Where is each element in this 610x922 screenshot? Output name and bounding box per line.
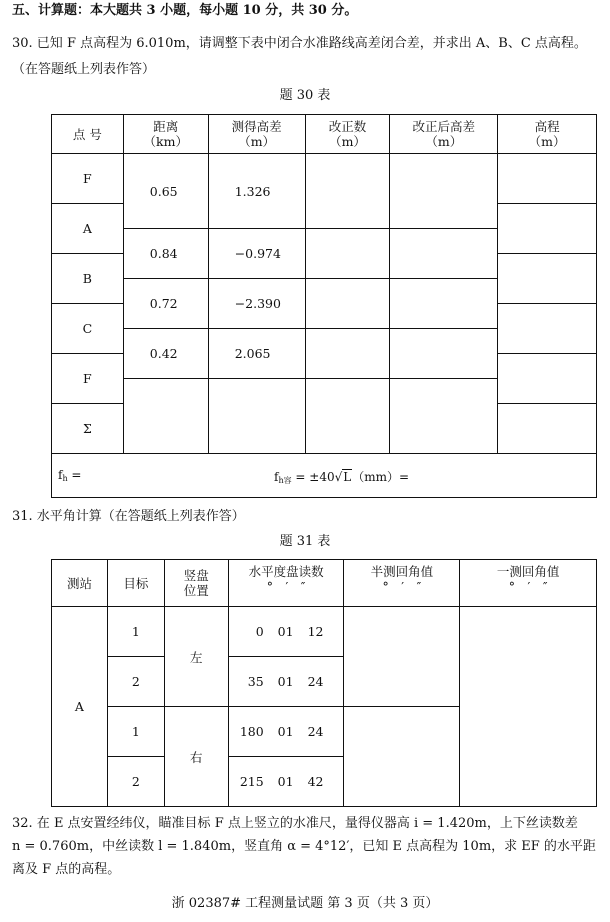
q30-point-C: C <box>52 304 124 354</box>
q30-elevation-cell <box>498 154 597 204</box>
q30-header-distance: 距离 （km） <box>123 115 208 154</box>
q31-header-full-angle: 一测回角值 ° ′ ″ <box>460 560 597 607</box>
q30-fh-formula: $f_h$ = <box>58 468 82 483</box>
q30-distance-cell: 0.42 <box>123 329 208 379</box>
q30-header-row <box>52 115 597 154</box>
q31-text-line1: 31. 水平角计算（在答题纸上列表作答） <box>12 509 245 524</box>
q31-reading: 35 01 24 <box>228 657 344 707</box>
q30-point-F-start: F <box>52 154 124 204</box>
q30-point-sum: Σ <box>52 404 124 454</box>
q30-elevation-cell <box>498 254 597 304</box>
q30-table <box>51 114 597 498</box>
q30-corrected-cell <box>390 279 498 329</box>
q31-half-angle-cell <box>344 707 460 807</box>
q32-text-line2: n = 0.760m，中丝读数 l = 1.840m，竖直角 α = 4°12′，已知 E 点高程为 10m，求 EF 的水平距 <box>12 839 596 854</box>
q30-text-line2: （在答题纸上列表作答） <box>12 62 156 77</box>
q31-header-half-angle: 半测回角值 ° ′ ″ <box>344 560 460 607</box>
q31-table <box>51 559 597 807</box>
q30-table-title: 题 30 表 <box>279 88 331 103</box>
q30-elevation-cell <box>498 304 597 354</box>
q30-header-point: 点 号 <box>52 115 124 154</box>
q30-sum-correction-cell <box>305 379 390 454</box>
q30-correction-cell <box>305 279 390 329</box>
q30-correction-cell <box>305 154 390 229</box>
q31-target: 1 <box>107 607 164 657</box>
q31-target: 2 <box>107 657 164 707</box>
q30-correction-cell <box>305 329 390 379</box>
q31-reading: 0 01 12 <box>228 607 344 657</box>
q30-fh-allowable-formula: $f_{h容} = \pm 40√L(mm)=$ <box>274 470 410 485</box>
section-title: 五、计算题：本大题共 3 小题，每小题 10 分，共 30 分。 <box>12 3 358 18</box>
q30-point-F-end: F <box>52 354 124 404</box>
q30-header-correction: 改正数 （m） <box>305 115 390 154</box>
q32-text-line3: 离及 F 点的高程。 <box>12 862 121 877</box>
q30-distance-cell: 0.65 <box>123 154 208 229</box>
q30-diff-cell: 1.326 <box>208 154 305 229</box>
q30-header-corrected-diff: 改正后高差 （m） <box>390 115 498 154</box>
q31-header-target: 目标 <box>107 560 164 607</box>
page-footer: 浙 02387# 工程测量试题 第 3 页（共 3 页） <box>171 896 439 911</box>
q31-table-title: 题 31 表 <box>279 534 331 549</box>
q32-text-line1: 32. 在 E 点安置经纬仪，瞄准目标 F 点上竖立的水准尺，量得仪器高 i = 1.420m，上下丝读数差 <box>12 816 578 831</box>
q30-text-line1: 30. 已知 F 点高程为 6.010m，请调整下表中闭合水准路线高差闭合差，并求出 A、B、C 点高程。 <box>12 36 587 51</box>
q30-distance-cell: 0.72 <box>123 279 208 329</box>
q30-sum-corrected-cell <box>390 379 498 454</box>
q31-reading: 215 01 42 <box>228 757 344 807</box>
q30-corrected-cell <box>390 154 498 229</box>
q31-header-station: 测站 <box>52 560 108 607</box>
q30-header-elevation: 高程 （m） <box>498 115 597 154</box>
q31-station: A <box>52 607 108 807</box>
q30-distance-cell: 0.84 <box>123 229 208 279</box>
q31-header-reading: 水平度盘读数 ° ′ ″ <box>228 560 344 607</box>
q30-closure-row <box>52 454 597 498</box>
q30-corrected-cell <box>390 229 498 279</box>
q31-half-angle-cell <box>344 607 460 707</box>
q31-face-left: 左 <box>164 607 228 707</box>
q31-full-angle-cell <box>460 607 597 807</box>
q31-face-right: 右 <box>164 707 228 807</box>
q30-diff-cell: −0.974 <box>208 229 305 279</box>
q30-point-B: B <box>52 254 124 304</box>
q30-sum-distance-cell <box>123 379 208 454</box>
q31-reading: 180 01 24 <box>228 707 344 757</box>
q31-target: 1 <box>107 707 164 757</box>
q30-point-A: A <box>52 204 124 254</box>
q30-elevation-cell <box>498 204 597 254</box>
q30-elevation-cell <box>498 354 597 404</box>
q30-sum-diff-cell <box>208 379 305 454</box>
q32-text <box>12 812 602 881</box>
q30-correction-cell <box>305 229 390 279</box>
q30-sum-elevation-cell <box>498 404 597 454</box>
sqrt-icon: √ <box>334 470 343 484</box>
q30-diff-cell: −2.390 <box>208 279 305 329</box>
q30-diff-cell: 2.065 <box>208 329 305 379</box>
q31-target: 2 <box>107 757 164 807</box>
q30-corrected-cell <box>390 329 498 379</box>
q30-header-measured-diff: 测得高差 （m） <box>208 115 305 154</box>
q31-header-face: 竖盘 位置 <box>164 560 228 607</box>
